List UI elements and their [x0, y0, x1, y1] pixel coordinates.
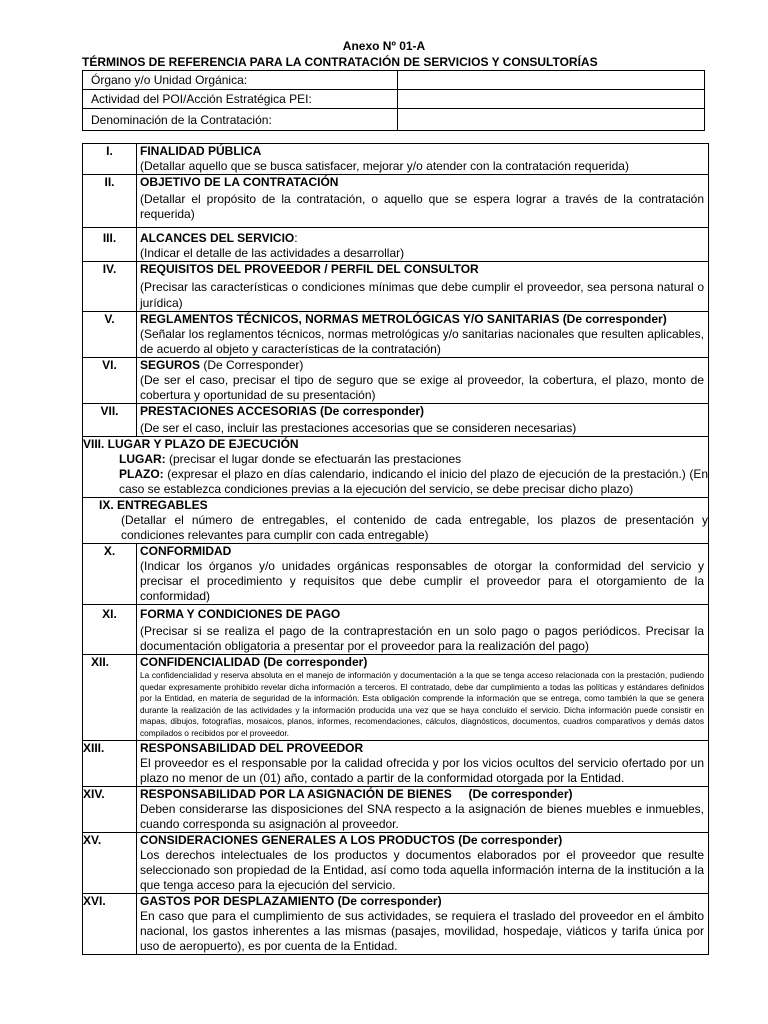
- section-number: XV.: [83, 832, 137, 893]
- section-description: (Señalar los reglamentos técnicos, normas metrológicas y/o sanitarias nacionales que resulten aplicables, de acuerdo al objeto y características de la contratación): [140, 327, 704, 356]
- section-content-merged: [83, 498, 709, 544]
- section-title-requisitos: REQUISITOS DEL PROVEEDOR / PERFIL DEL CONSULTOR: [140, 262, 479, 276]
- section-number: I.: [83, 144, 137, 175]
- denominacion-value-field[interactable]: [398, 109, 705, 131]
- organo-label: Órgano y/o Unidad Orgánica:: [83, 71, 398, 90]
- denominacion-label: Denominación de la Contratación:: [83, 109, 398, 131]
- title-text: ALCANCES DEL SERVICIO: [140, 231, 295, 245]
- title-suffix: (De Corresponder): [200, 358, 304, 372]
- section-title-seguros: [140, 358, 704, 373]
- section-description: Los derechos intelectuales de los productos y documentos elaborados por el proveedor que resulte seleccionado son propiedad de la Entidad, así como toda aquella información interna de la institución a la que tenga acceso para la ejecución del servicio.: [140, 847, 704, 892]
- section-number: V.: [83, 312, 137, 358]
- section-description: En caso que para el cumplimiento de sus actividades, se requiera el traslado del proveedor en el ámbito nacional, los gastos inherentes a las mismas (pasajes, movilidad, hospedaje, viáticos y tarifa única por uso de aeropuerto), es por cuenta de la Entidad.: [140, 908, 704, 953]
- section-content: [137, 144, 709, 175]
- section-title-reglamentos: REGLAMENTOS TÉCNICOS, NORMAS METROLÓGICAS Y/O SANITARIAS (De corresponder): [140, 312, 667, 326]
- lugar-label: LUGAR:: [119, 452, 166, 466]
- section-description: (De ser el caso, incluir las prestaciones accesorias que se consideren necesarias): [140, 421, 577, 435]
- section-title-objetivo: OBJETIVO DE LA CONTRATACIÓN: [140, 175, 339, 189]
- section-title-confidencialidad: CONFIDENCIALIDAD (De corresponder): [140, 655, 368, 669]
- header-row-denominacion: [83, 109, 705, 131]
- section-title-consideraciones: CONSIDERACIONES GENERALES A LOS PRODUCTOS (De corresponder): [140, 832, 563, 847]
- header-fields-table: [82, 70, 705, 131]
- section-number: II.: [83, 175, 137, 228]
- section-content: [137, 893, 709, 954]
- section-description: (Precisar si se realiza el pago de la contraprestación en un solo pago o pagos periódicos. Precisar la documentación obligatoria a presentar por el proveedor para la realización del pago): [140, 624, 704, 653]
- section-content: [137, 655, 709, 741]
- annex-title: Anexo Nº 01-A: [342, 39, 426, 53]
- section-row-4: [83, 262, 709, 312]
- section-description: (Indicar el detalle de las actividades a desarrollar): [140, 246, 405, 260]
- document-subtitle: TÉRMINOS DE REFERENCIA PARA LA CONTRATACIÓN DE SERVICIOS Y CONSULTORÍAS: [82, 55, 598, 69]
- section-content: [137, 740, 709, 786]
- section-description: La confidencialidad y reserva absoluta en el manejo de información y documentación a la que se tenga acceso relacionada con la prestación, pudiendo quedar expresamente prohibido revelar dicha información a terceros. El contratado, debe dar cumplimiento a todas las políticas y estándares definidos por la Entidad, en materia de seguridad de la información. Esta obligación comprende la información que se entrega, como también la que se genera durante la realización de las actividades y la información producida una vez que se haya concluido el servicio. Dicha información puede consistir en mapas, dibujos, fotografías, mosaicos, planos, informes, recomendaciones, cálculos, diagnósticos, documentos, cuadros comparativos y demás datos compilados o recibidos por el proveedor.: [140, 670, 704, 738]
- section-number: VII.: [83, 404, 137, 437]
- section-content: [137, 404, 709, 437]
- section-row-7: [83, 404, 709, 437]
- header-row-organo: [83, 71, 705, 90]
- section-description: (Detallar el número de entregables, el contenido de cada entregable, los plazos de presentación y condiciones relevantes para cumplir con cada entregable): [121, 513, 708, 542]
- title-suffix: :: [294, 231, 298, 245]
- section-content: [137, 786, 709, 832]
- header-row-actividad: [83, 90, 705, 109]
- section-row-6: [83, 358, 709, 404]
- section-row-5: [83, 312, 709, 358]
- section-content: [137, 605, 709, 655]
- organo-value-field[interactable]: [398, 71, 705, 90]
- section-description: Deben considerarse las disposiciones del SNA respecto a la asignación de bienes muebles e inmuebles, cuando corresponda su asignación al proveedor.: [140, 801, 704, 831]
- section-description: (Indicar los órganos y/o unidades orgánicas responsables de otorgar la conformidad del servicio y precisar el procedimiento y requisitos que debe cumplir el proveedor para el otorgamiento de la conformidad): [140, 559, 704, 603]
- terms-sections-table: [82, 143, 709, 955]
- section-title-responsabilidad: RESPONSABILIDAD DEL PROVEEDOR: [140, 740, 364, 755]
- section-number: XII.: [83, 655, 137, 741]
- section-content: [137, 312, 709, 358]
- section-title-entregables: IX. ENTREGABLES: [99, 498, 208, 512]
- section-description: (Precisar las características o condiciones mínimas que debe cumplir el proveedor, sea persona natural o jurídica): [140, 280, 704, 310]
- section-content: [137, 262, 709, 312]
- lugar-text: (precisar el lugar donde se efectuarán las prestaciones: [165, 452, 462, 466]
- section-number: XIII.: [83, 740, 137, 786]
- section-title-lugar-plazo: VIII. LUGAR Y PLAZO DE EJECUCIÓN: [83, 437, 299, 451]
- section-row-10: [83, 544, 709, 605]
- actividad-value-field[interactable]: [398, 90, 705, 109]
- section-title-conformidad: CONFORMIDAD: [140, 544, 232, 558]
- section-number: XVI.: [83, 893, 137, 954]
- section-row-12: [83, 655, 709, 741]
- section-title-gastos: GASTOS POR DESPLAZAMIENTO (De corresponder): [140, 893, 442, 908]
- section-row-14: [83, 786, 709, 832]
- lugar-paragraph: [83, 452, 708, 467]
- plazo-text: (expresar el plazo en días calendario, indicando el inicio del plazo de ejecución de la prestación.) (En caso se establezca condiciones previas a la ejecución del servicio, se debe precisar dicho plazo): [119, 467, 708, 496]
- section-title-forma-pago: FORMA Y CONDICIONES DE PAGO: [140, 607, 341, 621]
- title-text: SEGUROS: [140, 358, 201, 372]
- section-row-9: [83, 498, 709, 544]
- section-row-8: [83, 437, 709, 498]
- section-title-prestaciones: PRESTACIONES ACCESORIAS (De corresponder): [140, 404, 425, 418]
- section-title-alcances: [140, 231, 704, 246]
- section-description: (Detallar el propósito de la contratación, o aquello que se espera lograr a través de la contratación requerida): [140, 192, 704, 221]
- section-number: III.: [83, 228, 137, 262]
- section-title-asignacion-bienes: RESPONSABILIDAD POR LA ASIGNACIÓN DE BIENES (De corresponder): [140, 786, 573, 801]
- section-row-2: [83, 175, 709, 228]
- section-number: VI.: [83, 358, 137, 404]
- section-row-11: [83, 605, 709, 655]
- section-row-15: [83, 832, 709, 893]
- section-title-finalidad: FINALIDAD PÚBLICA: [140, 144, 262, 158]
- section-description: (De ser el caso, precisar el tipo de seguro que se exige al proveedor, la cobertura, el plazo, monto de cobertura y oportunidad de su presentación): [140, 373, 704, 402]
- plazo-label: PLAZO:: [119, 467, 164, 481]
- actividad-label: Actividad del POI/Acción Estratégica PEI:: [83, 90, 398, 109]
- section-row-16: [83, 893, 709, 954]
- section-number: XI.: [83, 605, 137, 655]
- section-number: XIV.: [83, 786, 137, 832]
- section-row-1: [83, 144, 709, 175]
- section-description: El proveedor es el responsable por la calidad ofrecida y por los vicios ocultos del servicio ofertado por un plazo no menor de un (01) año, contado a partir de la conformidad otorgada por la Entidad.: [140, 755, 704, 785]
- section-content-merged: [83, 437, 709, 498]
- section-content: [137, 832, 709, 893]
- section-content: [137, 358, 709, 404]
- section-row-3: [83, 228, 709, 262]
- plazo-paragraph: [83, 467, 708, 497]
- section-row-13: [83, 740, 709, 786]
- section-description: (Detallar aquello que se busca satisfacer, mejorar y/o atender con la contratación requerida): [140, 159, 629, 173]
- section-content: [137, 228, 709, 262]
- section-content: [137, 175, 709, 228]
- section-content: [137, 544, 709, 605]
- section-number: IV.: [83, 262, 137, 312]
- section-number: X.: [83, 544, 137, 605]
